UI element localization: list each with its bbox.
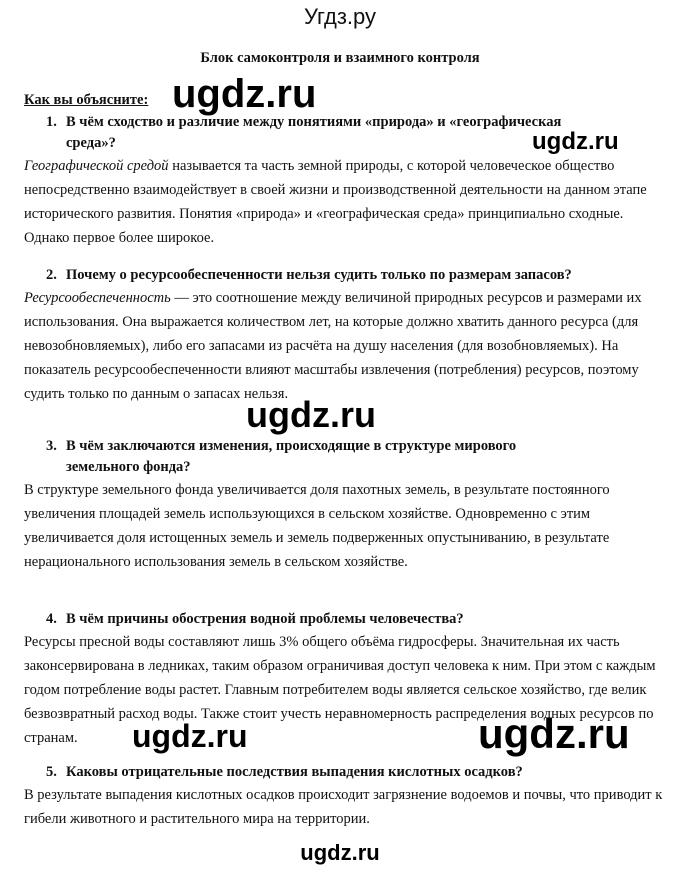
question-text: В чём сходство и различие между понятиями «природа» и «географическая (66, 114, 562, 130)
answer-text: В структуре земельного фонда увеличивается доля пахотных земель, в результате постоянного увеличения площадей земель использующихся в сельском хозяйстве. Одновременно с этим увеличивается доля истощенных земель и земель подверженных опустыниванию, в результате нерационального использования земель в сельском хозяйстве. (24, 482, 610, 570)
question-text: Почему о ресурсообеспеченности нельзя судить только по размерам запасов? (66, 267, 572, 283)
question-number: 5. (46, 764, 57, 780)
watermark: ugdz.ru (132, 718, 248, 754)
question-text-cont: земельного фонда? (66, 459, 191, 475)
watermark: ugdz.ru (300, 840, 380, 865)
answer-term: Ресурсообеспеченность (24, 290, 171, 306)
question-text: Каковы отрицательные последствия выпадения кислотных осадков? (66, 764, 523, 780)
answer-text: называется та часть земной природы, с которой человеческое общество непосредственно взаимодействует в своей жизни и производственной деятельности на данном этапе исторического развития. Понятия «природа» и «географическая среда» принципиально сходные. Однако первое более широкое. (24, 158, 647, 246)
question-number: 1. (46, 114, 57, 130)
question-text: В чём причины обострения водной проблемы человечества? (66, 611, 464, 627)
answer-1 (24, 154, 664, 250)
watermark: ugdz.ru (532, 128, 619, 155)
answer-text: В результате выпадения кислотных осадков происходит загрязнение водоемов и почвы, что приводит к гибели животного и растительного мира на территории. (24, 787, 663, 827)
answer-term: Географической средой (24, 158, 169, 174)
question-5 (46, 762, 656, 783)
watermark: ugdz.ru (172, 72, 317, 116)
question-2 (46, 265, 656, 286)
answer-text: — это соотношение между величиной природных ресурсов и размерами их использования. Она выражается количеством лет, на которые должно хватить данного ресурса (для невозобновляемых), либо его запасами из расчёта на душу населения (для возобновляемых). На показатель ресурсообеспеченности влияют масштабы извлечения (потребления) ресурсов, поэтому судить только по данным о запасах нельзя. (24, 290, 642, 402)
question-text: В чём заключаются изменения, происходящие в структуре мирового (66, 438, 517, 454)
document-title: Блок самоконтроля и взаимного контроля (200, 50, 480, 66)
answer-5 (24, 783, 664, 831)
intro-label: Как вы объясните: (24, 92, 149, 108)
question-number: 2. (46, 267, 57, 283)
question-number: 4. (46, 611, 57, 627)
answer-text: Ресурсы пресной воды составляют лишь 3% общего объёма гидросферы. Значительная их часть законсервирована в ледниках, таким образом ограничивая доступ человека к ним. При этом с каждым годом потребление воды растет. Главным потребителем воды является сельское хозяйство, где велик безвозвратный расход воды. Также стоит учесть неравномерность распределения водных ресурсов по странам. (24, 634, 656, 746)
question-text-cont: среда»? (66, 135, 116, 151)
answer-2 (24, 286, 664, 406)
answer-3 (24, 478, 664, 574)
question-number: 3. (46, 438, 57, 454)
watermark: ugdz.ru (478, 710, 630, 757)
site-header: Угдз.ру (303, 4, 377, 29)
watermark: ugdz.ru (246, 394, 376, 435)
question-3 (46, 436, 656, 478)
question-4 (46, 609, 656, 630)
